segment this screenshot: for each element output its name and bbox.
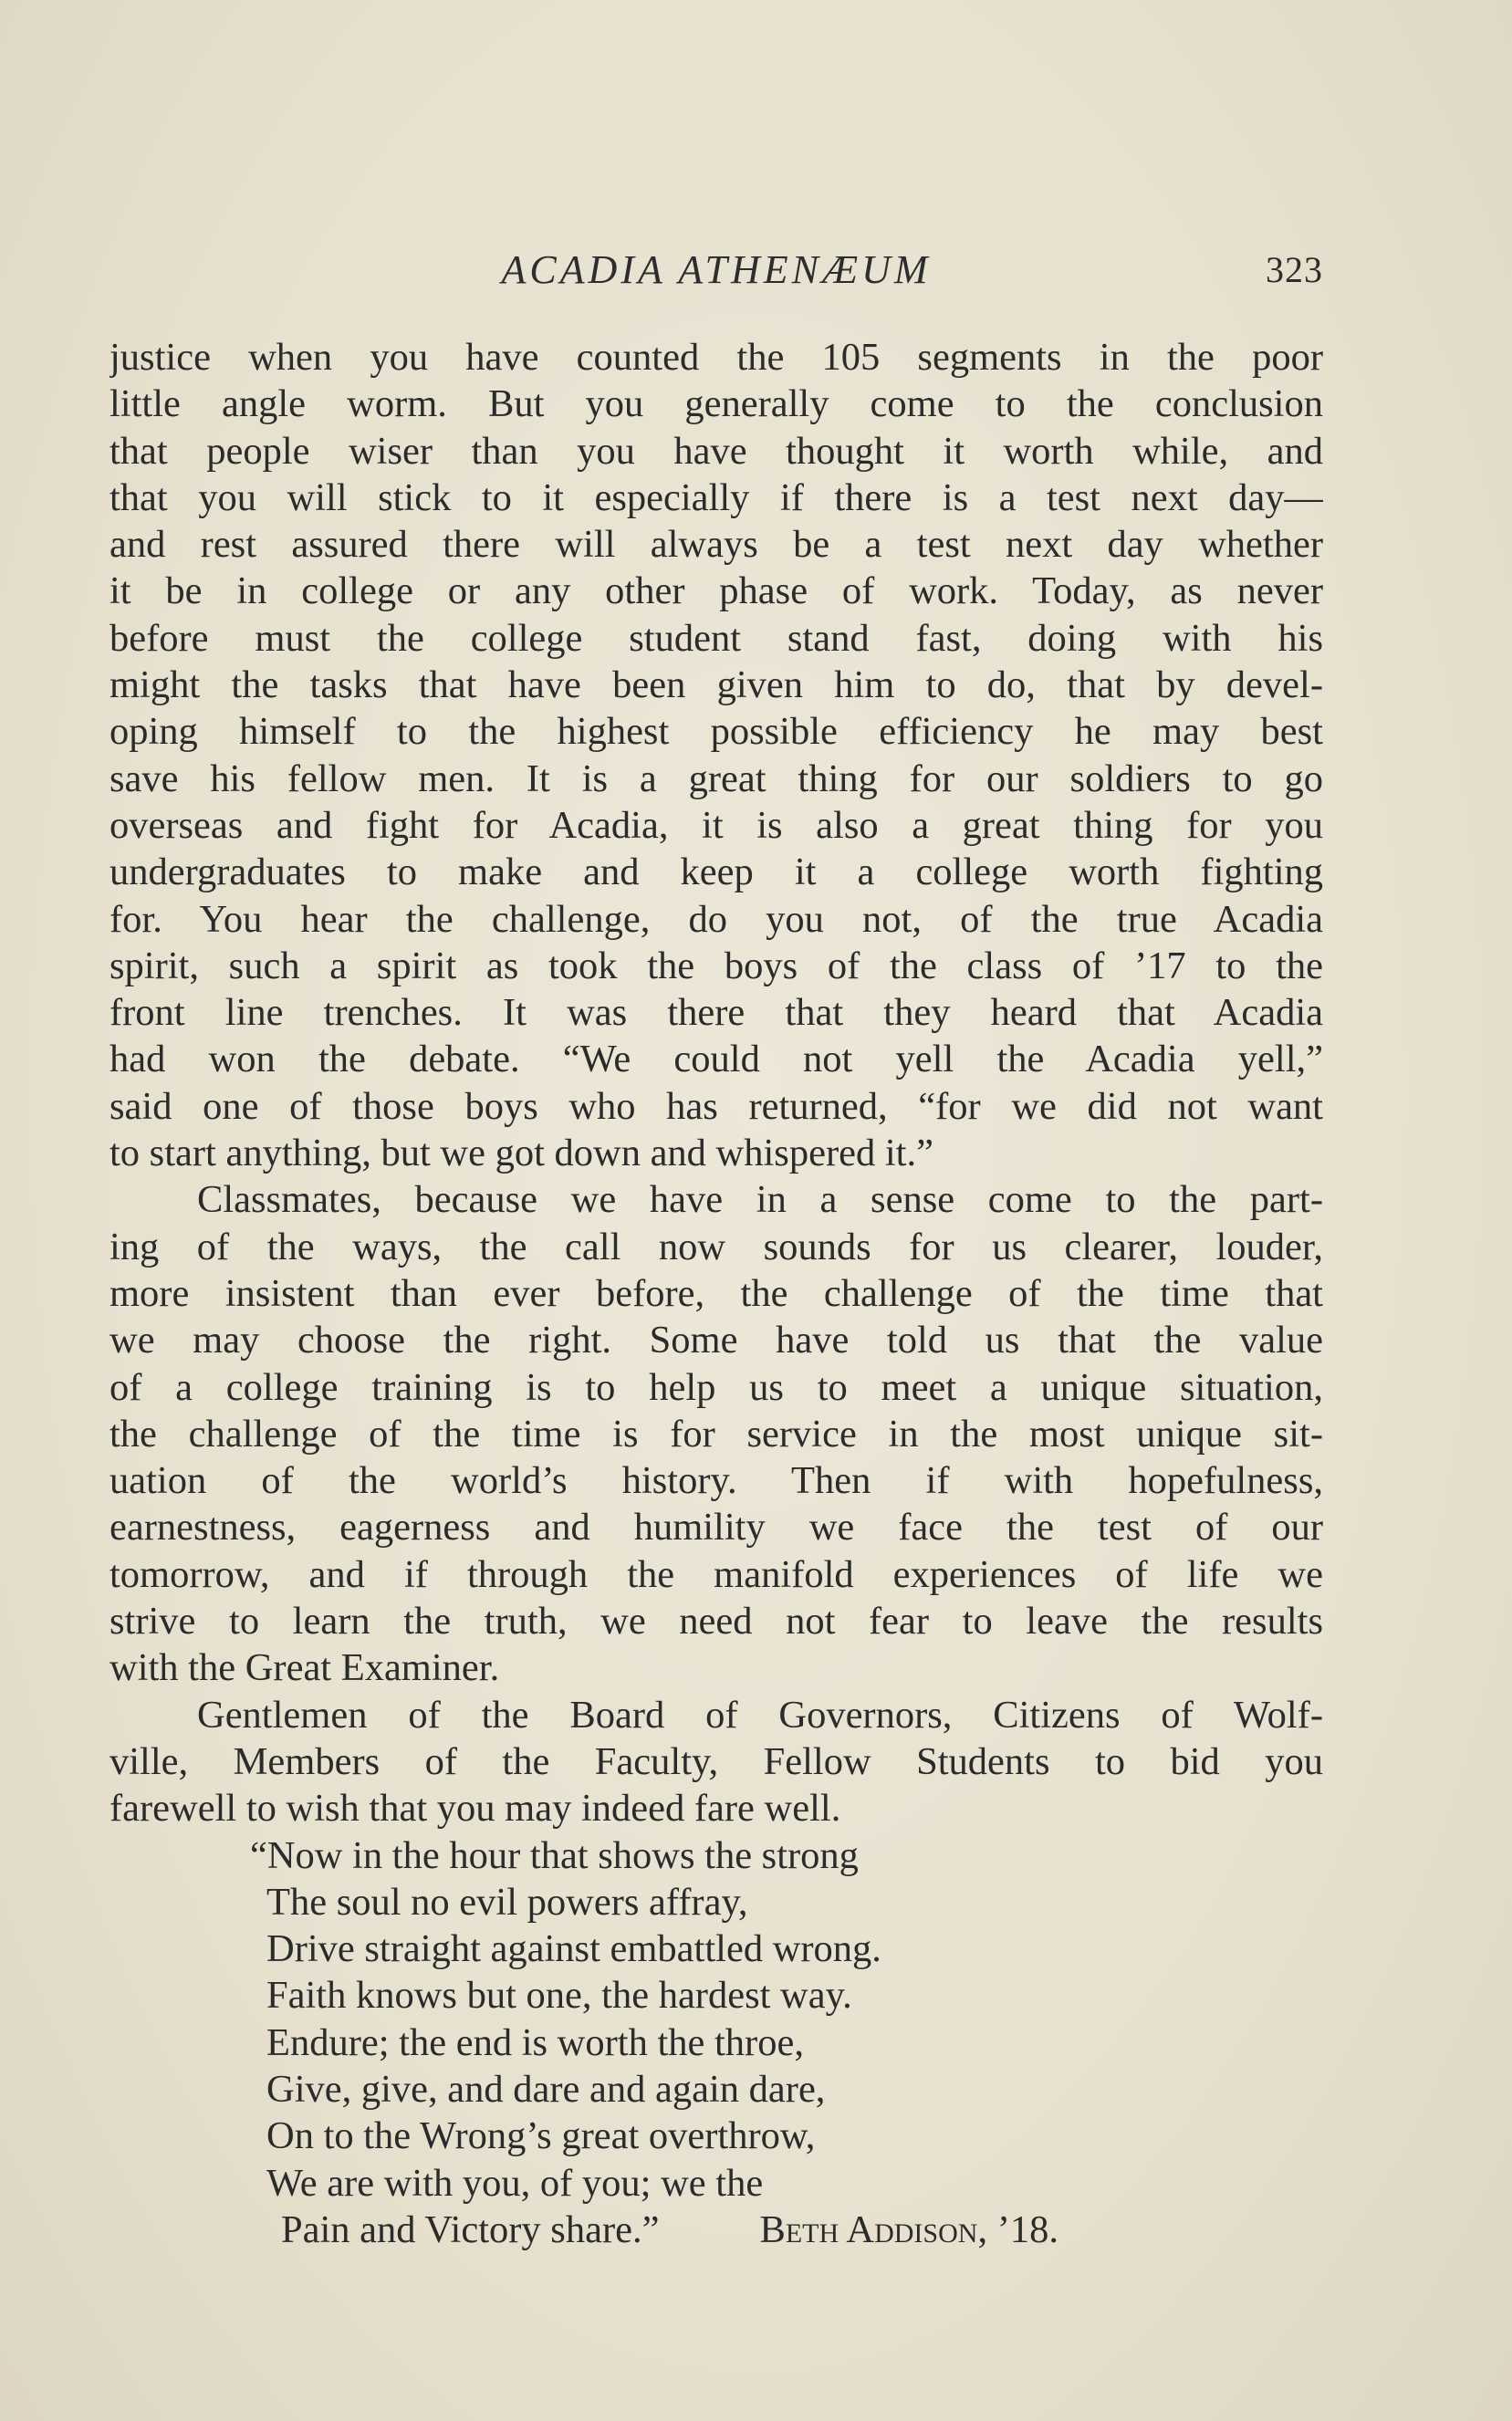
text-line: strive to learn the truth, we need not fear to leave the results [109, 1600, 1323, 1644]
text-line: more insistent than ever before, the challenge of the time that [109, 1271, 1323, 1315]
paragraph-farewell [109, 1692, 1323, 1832]
text-line: Classmates, because we have in a sense come to the part- [197, 1178, 1323, 1222]
poem-line: We are with you, of you; we the [266, 2161, 764, 2205]
text-line: oping himself to the highest possible efficiency he may best [109, 710, 1323, 754]
poem-line: The soul no evil powers affray, [266, 1880, 748, 1924]
poem-line: Faith knows but one, the hardest way. [266, 1974, 852, 2018]
text-line: ing of the ways, the call now sounds for us clearer, louder, [109, 1225, 1323, 1268]
author-attribution: Beth Addison, ’18. [759, 2207, 1058, 2251]
text-line: earnestness, eagerness and humility we face the test of our [109, 1506, 1323, 1550]
body-text [109, 334, 1323, 2253]
text-line: uation of the world’s history. Then if with hopefulness, [109, 1459, 1323, 1503]
text-line: that you will stick to it especially if there is a test next day— [109, 475, 1323, 519]
text-line: we may choose the right. Some have told us that the value [109, 1319, 1323, 1362]
text-line: that people wiser than you have thought it worth while, and [109, 429, 1323, 473]
text-line: undergraduates to make and keep it a college worth fighting [109, 850, 1323, 894]
text-line: overseas and fight for Acadia, it is also a great thing for you [109, 803, 1323, 847]
paragraph-continuation [109, 334, 1323, 1176]
text-line: justice when you have counted the 105 segments in the poor [109, 336, 1323, 379]
page-header [109, 243, 1323, 297]
poem-quotation [109, 1832, 1323, 2254]
text-line: before must the college student stand fast, doing with his [109, 616, 1323, 660]
text-line: had won the debate. “We could not yell the Acadia yell,” [109, 1038, 1323, 1081]
running-title: ACADIA ATHENÆUM [501, 247, 932, 292]
text-line: Gentlemen of the Board of Governors, Citizens of Wolf- [197, 1693, 1323, 1737]
poem-line-final [266, 2207, 1323, 2253]
text-line: ville, Members of the Faculty, Fellow Students to bid you [109, 1739, 1323, 1783]
text-line: with the Great Examiner. [109, 1646, 500, 1690]
poem-last-line-text: Pain and Victory share.” [281, 2207, 660, 2251]
poem-line: Endure; the end is worth the throe, [266, 2020, 804, 2064]
text-line: to start anything, but we got down and whispered it.” [109, 1132, 933, 1175]
text-line: little angle worm. But you generally come to the conclusion [109, 382, 1323, 426]
poem-line: On to the Wrong’s great overthrow, [266, 2114, 816, 2158]
text-line: farewell to wish that you may indeed fare well. [109, 1787, 841, 1831]
page-number: 323 [1266, 249, 1323, 290]
text-line: for. You hear the challenge, do you not, of the true Acadia [109, 897, 1323, 941]
text-line: save his fellow men. It is a great thing for our soldiers to go [109, 757, 1323, 800]
text-line: might the tasks that have been given him to do, that by devel- [109, 663, 1323, 707]
poem-line: “Now in the hour that shows the strong [250, 1833, 859, 1877]
text-line: the challenge of the time is for service in the most unique sit- [109, 1412, 1323, 1456]
text-line: and rest assured there will always be a test next day whether [109, 523, 1323, 567]
text-line: it be in college or any other phase of work. Today, as never [109, 569, 1323, 613]
poem-line: Drive straight against embattled wrong. [266, 1927, 881, 1971]
text-line: of a college training is to help us to meet a unique situation, [109, 1365, 1323, 1409]
text-line: spirit, such a spirit as took the boys of the class of ’17 to the [109, 944, 1323, 987]
text-line: tomorrow, and if through the manifold experiences of life we [109, 1552, 1323, 1596]
text-line: said one of those boys who has returned, “for we did not want [109, 1084, 1323, 1128]
text-line: front line trenches. It was there that they heard that Acadia [109, 991, 1323, 1035]
poem-line: Give, give, and dare and again dare, [266, 2067, 826, 2111]
paragraph-classmates [109, 1176, 1323, 1691]
